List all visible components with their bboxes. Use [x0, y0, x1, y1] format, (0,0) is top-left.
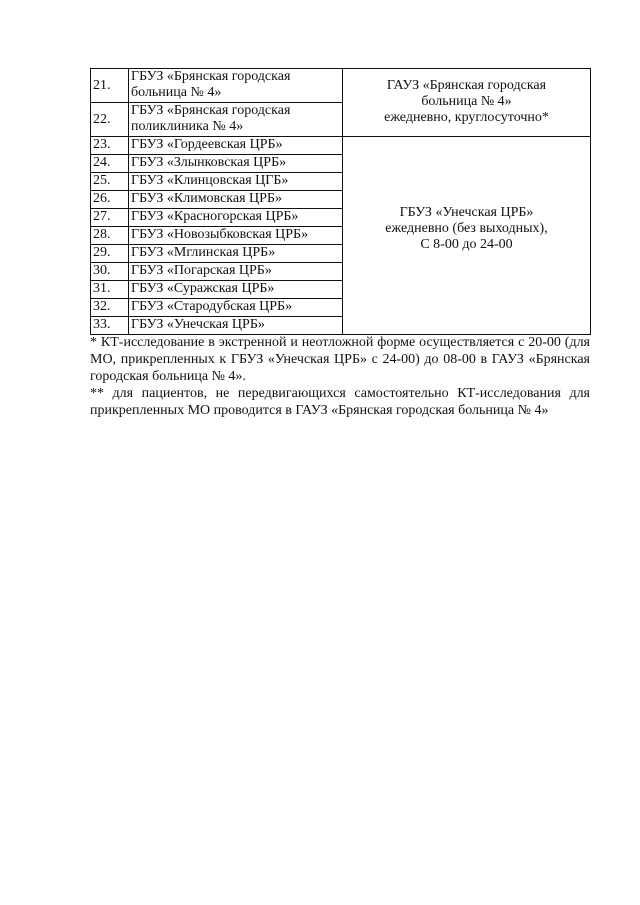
- institution-name: ГБУЗ «Красногорская ЦРБ»: [129, 209, 343, 227]
- institution-name: ГБУЗ «Злынковская ЦРБ»: [129, 155, 343, 173]
- target-schedule: С 8-00 до 24-00: [420, 236, 513, 252]
- footnote-immobile-patients: ** для пациентов, не передвигающихся самостоятельно КТ-исследования для прикрепленных МО проводится в ГАУЗ «Брянская городская больница № 4»: [90, 386, 590, 418]
- institution-name: ГБУЗ «Брянская городская поликлиника № 4»: [129, 103, 343, 137]
- row-number: 27.: [91, 209, 129, 227]
- table-row: [91, 69, 591, 103]
- row-number: 33.: [91, 317, 129, 335]
- row-number: 24.: [91, 155, 129, 173]
- row-number: 28.: [91, 227, 129, 245]
- institution-name: ГБУЗ «Суражская ЦРБ»: [129, 281, 343, 299]
- institution-name: ГБУЗ «Стародубская ЦРБ»: [129, 299, 343, 317]
- institution-name: ГБУЗ «Брянская городская больница № 4»: [129, 69, 343, 103]
- institution-name: ГБУЗ «Климовская ЦРБ»: [129, 191, 343, 209]
- row-number: 32.: [91, 299, 129, 317]
- footnote-emergency: * КТ-исследование в экстренной и неотложной форме осуществляется с 20-00 (для МО, прикрепленных к ГБУЗ «Унечская ЦРБ» с 24-00) до 08-00 в ГАУЗ «Брянская городская больница № 4».: [90, 335, 590, 384]
- row-number: 22.: [91, 103, 129, 137]
- institution-name: ГБУЗ «Новозыбковская ЦРБ»: [129, 227, 343, 245]
- row-number: 31.: [91, 281, 129, 299]
- institution-name: ГБУЗ «Унечская ЦРБ»: [129, 317, 343, 335]
- row-number: 30.: [91, 263, 129, 281]
- target-line: ежедневно (без выходных),: [385, 220, 548, 236]
- table-row: [91, 137, 591, 155]
- routing-table: [90, 68, 591, 335]
- institution-name: ГБУЗ «Гордеевская ЦРБ»: [129, 137, 343, 155]
- target-line: ГБУЗ «Унечская ЦРБ»: [399, 204, 534, 220]
- target-cell-city-hospital: [343, 69, 591, 137]
- institution-name: ГБУЗ «Погарская ЦРБ»: [129, 263, 343, 281]
- row-number: 25.: [91, 173, 129, 191]
- institution-name: ГБУЗ «Мглинская ЦРБ»: [129, 245, 343, 263]
- target-line: больница № 4»: [421, 94, 512, 109]
- target-schedule: ежедневно, круглосуточно*: [384, 110, 549, 125]
- institution-name: ГБУЗ «Клинцовская ЦГБ»: [129, 173, 343, 191]
- row-number: 23.: [91, 137, 129, 155]
- target-line: ГАУЗ «Брянская городская: [386, 78, 547, 93]
- row-number: 26.: [91, 191, 129, 209]
- target-cell-unecha: [343, 137, 591, 335]
- row-number: 29.: [91, 245, 129, 263]
- row-number: 21.: [91, 69, 129, 103]
- footnotes: [90, 334, 590, 419]
